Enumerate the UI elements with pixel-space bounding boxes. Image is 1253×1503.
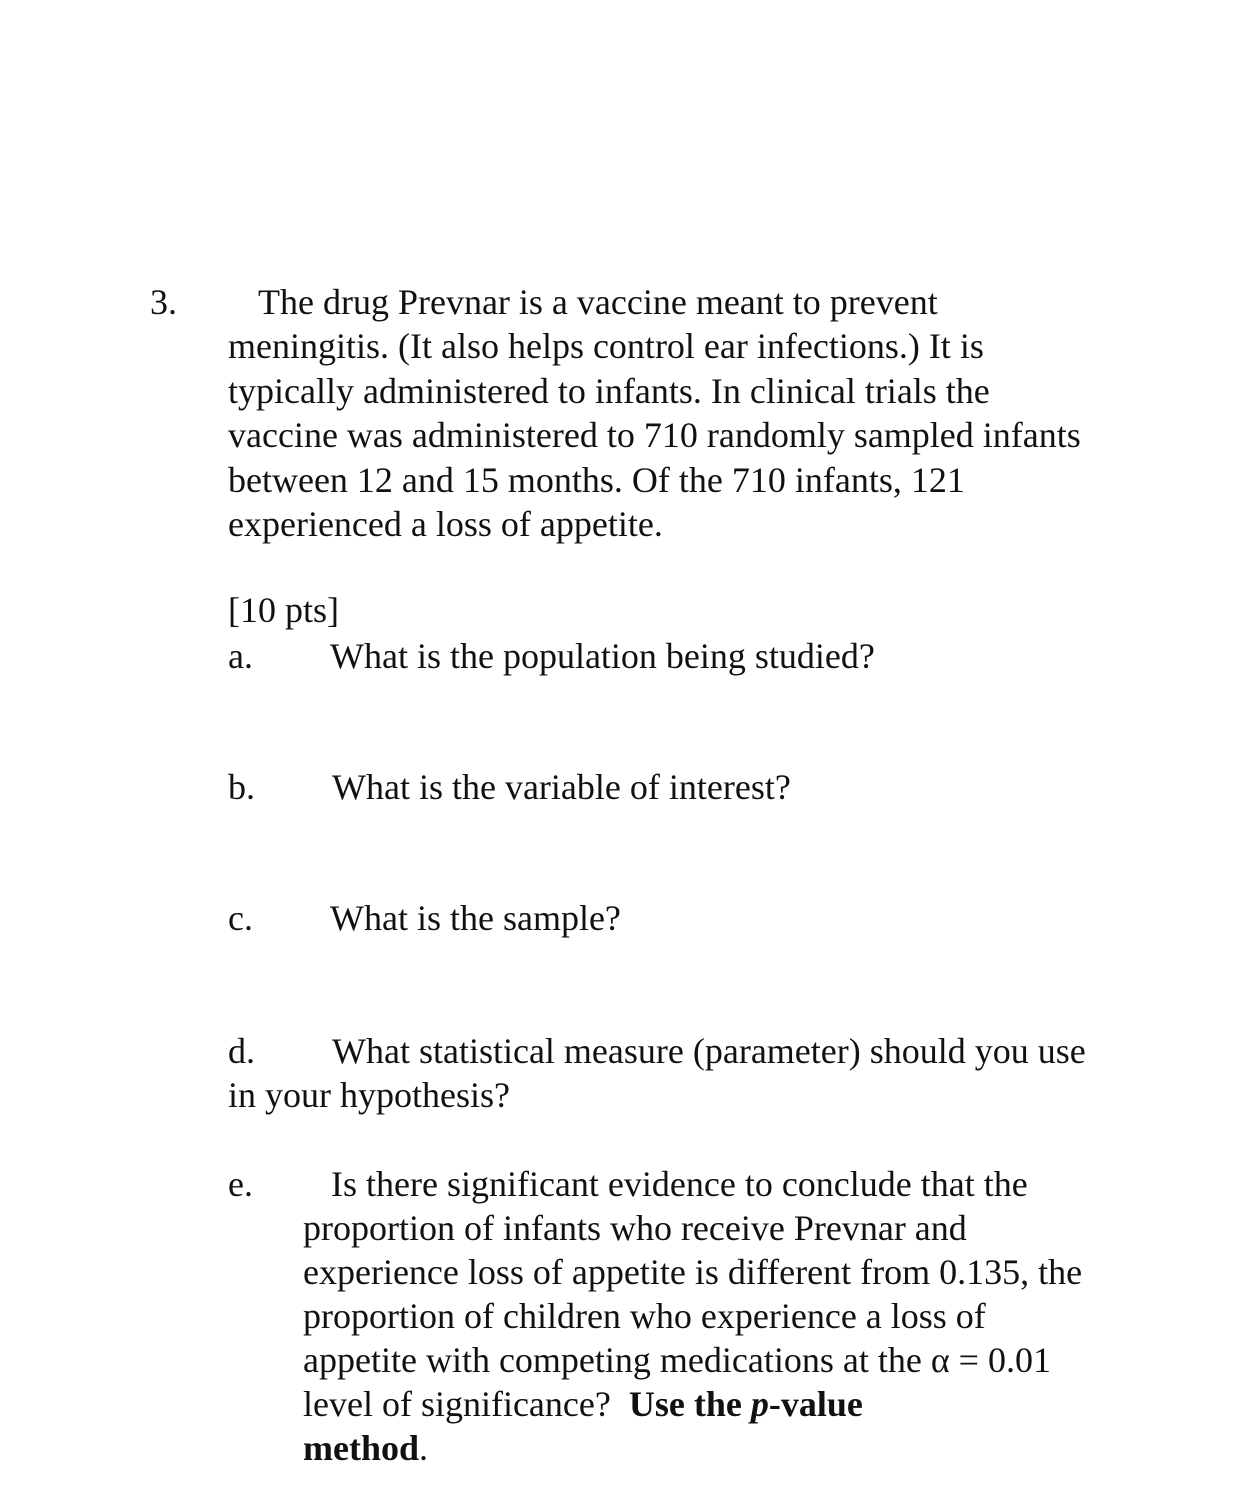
part-e-line: [303, 1162, 1153, 1206]
part-e-line: proportion of children who experience a loss of: [303, 1296, 986, 1336]
part-b-question: What is the variable of interest?: [332, 767, 791, 807]
intro-line-text: The drug Prevnar is a vaccine meant to prevent: [258, 282, 938, 322]
part-e-instruction-b: -value: [768, 1384, 863, 1424]
part-e-instruction-a: Use the: [628, 1384, 751, 1424]
points-label: [10 pts]: [228, 590, 339, 630]
intro-line: vaccine was administered to 710 randomly sampled infants: [228, 415, 1081, 456]
part-a-letter: a.: [228, 636, 253, 676]
intro-line: [228, 280, 1168, 324]
part-e-instruction-p: p: [750, 1384, 769, 1424]
part-c-question: What is the sample?: [330, 898, 621, 938]
part-e-line: [303, 1426, 1153, 1470]
part-e-period: .: [419, 1428, 428, 1468]
part-d-letter: d.: [228, 1031, 255, 1071]
part-e-line-text: Is there significant evidence to conclude that the: [331, 1164, 1028, 1204]
part-e-instruction-method: method: [303, 1428, 419, 1468]
part-d-continuation: in your hypothesis?: [228, 1075, 510, 1115]
part-e-question: [303, 1162, 1153, 1470]
intro-line: typically administered to infants. In clinical trials the: [228, 370, 990, 411]
part-e-line: proportion of infants who receive Prevnar and: [303, 1208, 967, 1248]
part-e-line: appetite with competing medications at the α = 0.01: [303, 1340, 1051, 1380]
intro-line: meningitis. (It also helps control ear infections.) It is: [228, 326, 984, 367]
part-e-line: experience loss of appetite is different from 0.135, the: [303, 1252, 1083, 1292]
intro-line: between 12 and 15 months. Of the 710 infants, 121: [228, 459, 965, 500]
question-intro: [228, 280, 1168, 546]
intro-line: experienced a loss of appetite.: [228, 504, 663, 545]
part-e-line: [303, 1382, 1153, 1426]
part-c-letter: c.: [228, 898, 253, 938]
part-e-letter: e.: [228, 1164, 253, 1204]
part-d-question: What statistical measure (parameter) should you use: [332, 1031, 1086, 1071]
part-b-letter: b.: [228, 767, 255, 807]
part-a-question: What is the population being studied?: [330, 636, 875, 676]
part-e-line6-plain: level of significance?: [303, 1384, 629, 1424]
question-number: 3.: [150, 282, 177, 322]
